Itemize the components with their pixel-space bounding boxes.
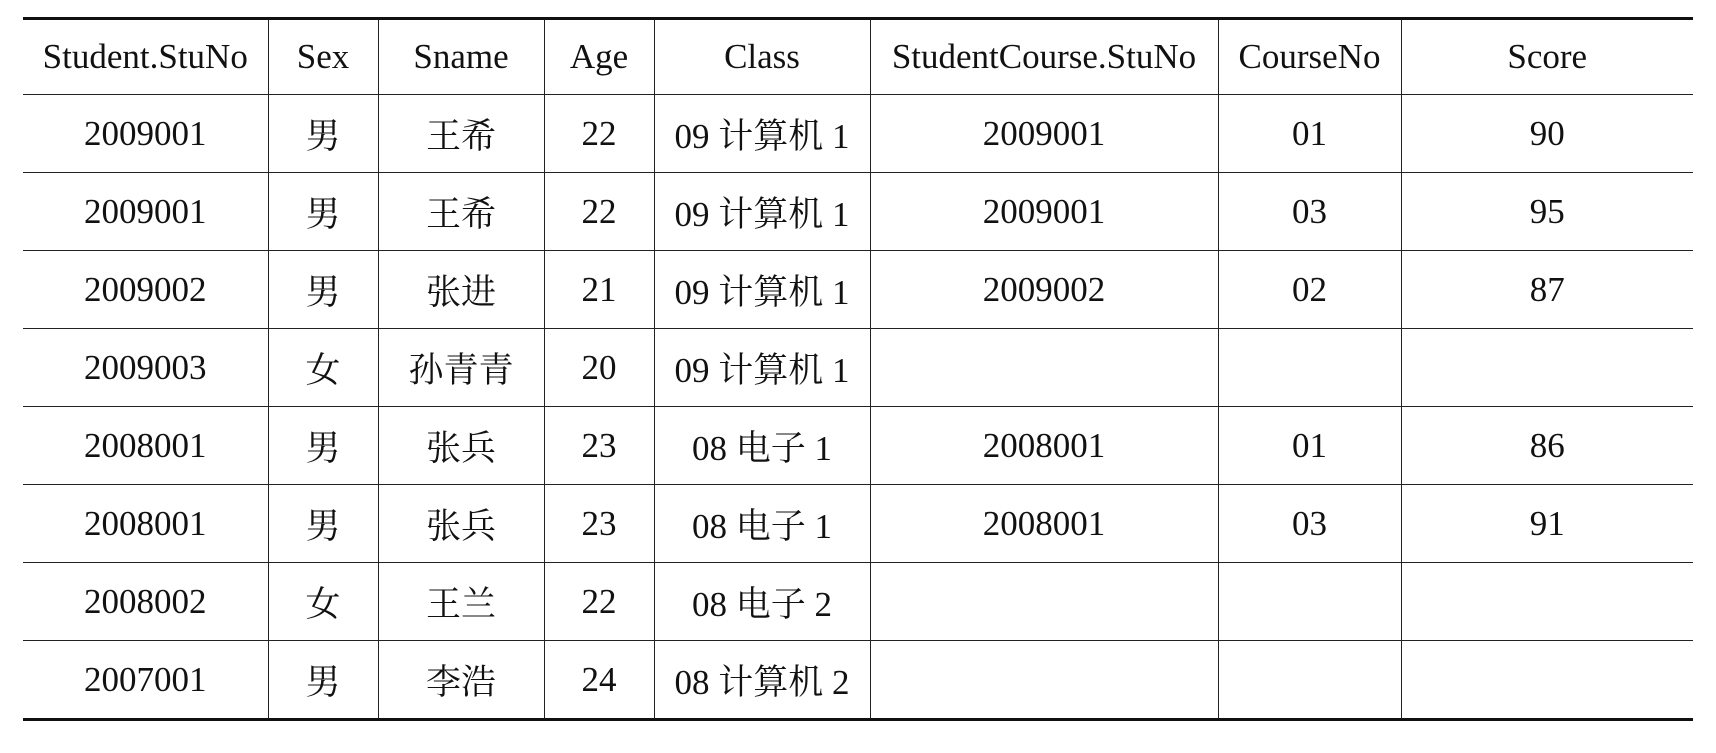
column-header: Age — [544, 19, 654, 95]
table-cell: 男 — [268, 95, 378, 173]
table-cell: 86 — [1401, 407, 1693, 485]
table-cell: 09 计算机 1 — [654, 251, 870, 329]
table-header-row — [23, 19, 1693, 95]
table-cell: 22 — [544, 95, 654, 173]
table-cell: 2008001 — [870, 407, 1218, 485]
table-cell: 02 — [1218, 251, 1401, 329]
table-cell: 女 — [268, 563, 378, 641]
table-cell — [1218, 641, 1401, 720]
table-cell: 01 — [1218, 95, 1401, 173]
table-cell: 2009002 — [23, 251, 268, 329]
table-cell: 09 计算机 1 — [654, 173, 870, 251]
column-header: Class — [654, 19, 870, 95]
table-cell: 2009003 — [23, 329, 268, 407]
table-cell: 90 — [1401, 95, 1693, 173]
table-cell: 08 电子 1 — [654, 485, 870, 563]
table-cell: 03 — [1218, 173, 1401, 251]
table-cell: 2007001 — [23, 641, 268, 720]
table-cell: 2008001 — [870, 485, 1218, 563]
table-cell: 91 — [1401, 485, 1693, 563]
table-cell: 2009001 — [23, 95, 268, 173]
table-row — [23, 563, 1693, 641]
table-cell: 王兰 — [378, 563, 544, 641]
table-cell: 张兵 — [378, 407, 544, 485]
table-row — [23, 173, 1693, 251]
table-cell — [1401, 329, 1693, 407]
table-cell: 03 — [1218, 485, 1401, 563]
table-cell: 2008001 — [23, 485, 268, 563]
column-header: StudentCourse.StuNo — [870, 19, 1218, 95]
table-cell: 22 — [544, 173, 654, 251]
table-cell: 张兵 — [378, 485, 544, 563]
table-cell: 男 — [268, 485, 378, 563]
table-cell: 24 — [544, 641, 654, 720]
table-row — [23, 329, 1693, 407]
table-cell: 2009002 — [870, 251, 1218, 329]
table-cell: 01 — [1218, 407, 1401, 485]
table-row — [23, 407, 1693, 485]
table-cell: 20 — [544, 329, 654, 407]
table-cell: 王希 — [378, 173, 544, 251]
table-cell: 09 计算机 1 — [654, 95, 870, 173]
table-cell — [1401, 641, 1693, 720]
table-cell: 21 — [544, 251, 654, 329]
table-cell: 张进 — [378, 251, 544, 329]
table-cell: 2009001 — [870, 95, 1218, 173]
table-cell: 孙青青 — [378, 329, 544, 407]
table-cell — [870, 641, 1218, 720]
table-cell: 08 计算机 2 — [654, 641, 870, 720]
column-header: Score — [1401, 19, 1693, 95]
table-cell: 2008002 — [23, 563, 268, 641]
table-cell: 2009001 — [23, 173, 268, 251]
table-cell: 男 — [268, 251, 378, 329]
table-cell: 女 — [268, 329, 378, 407]
table-cell — [1218, 563, 1401, 641]
table-cell: 2009001 — [870, 173, 1218, 251]
table-cell — [1218, 329, 1401, 407]
table-cell: 08 电子 2 — [654, 563, 870, 641]
column-header: Sex — [268, 19, 378, 95]
table-row — [23, 641, 1693, 720]
table-cell: 李浩 — [378, 641, 544, 720]
table-cell: 男 — [268, 173, 378, 251]
column-header: Sname — [378, 19, 544, 95]
table-cell — [1401, 563, 1693, 641]
table-cell: 23 — [544, 407, 654, 485]
table-row — [23, 95, 1693, 173]
student-course-join-table — [23, 17, 1693, 721]
table-cell: 2008001 — [23, 407, 268, 485]
table-cell — [870, 329, 1218, 407]
table-cell: 男 — [268, 641, 378, 720]
table-cell — [870, 563, 1218, 641]
table-cell: 09 计算机 1 — [654, 329, 870, 407]
column-header: CourseNo — [1218, 19, 1401, 95]
table-cell: 王希 — [378, 95, 544, 173]
table-cell: 22 — [544, 563, 654, 641]
table-cell: 95 — [1401, 173, 1693, 251]
table-row — [23, 251, 1693, 329]
table-cell: 87 — [1401, 251, 1693, 329]
table-cell: 23 — [544, 485, 654, 563]
column-header: Student.StuNo — [23, 19, 268, 95]
table-cell: 男 — [268, 407, 378, 485]
table-cell: 08 电子 1 — [654, 407, 870, 485]
table-row — [23, 485, 1693, 563]
